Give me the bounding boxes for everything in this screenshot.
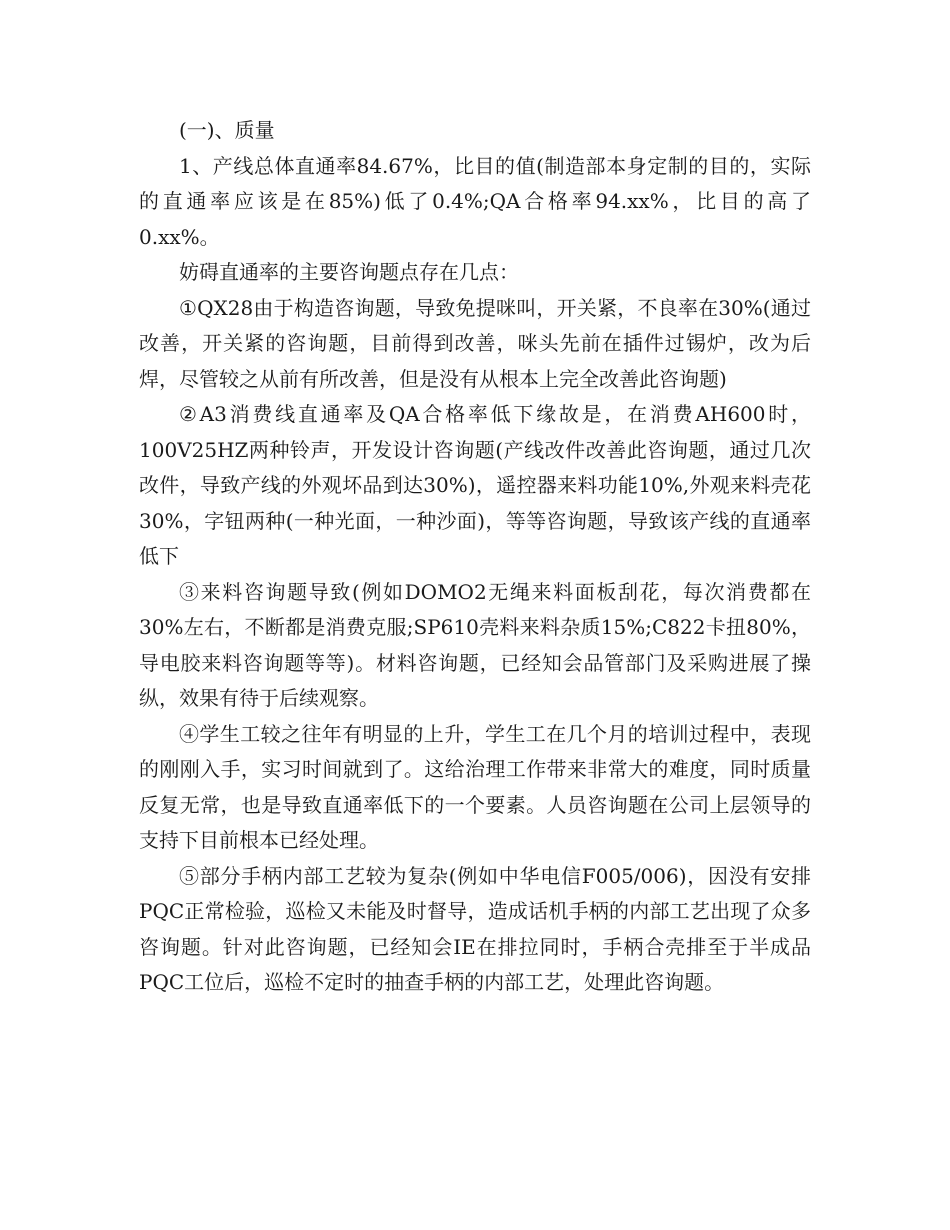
paragraph-issue-1: ①QX28由于构造咨询题，导致免提咪叫，开关紧，不良率在30%(通过改善，开关紧的咨询题，目前得到改善，咪头先前在插件过锡炉，改为后焊，尽管较之从前有所改善，但是没有从根本上完全改善此咨询题) <box>139 295 811 391</box>
paragraph-issue-3: ③来料咨询题导致(例如DOMO2无绳来料面板刮花，每次消费都在30%左右，不断都是消费克服;SP610壳料来料杂质15%;C822卡扭80%，导电胶来料咨询题等等)。材料咨询题，已经知会品管部门及采购进展了操纵，效果有待于后续观察。 <box>139 579 811 710</box>
paragraph-issue-5: ⑤部分手柄内部工艺较为复杂(例如中华电信F005/006)，因没有安排PQC正常检验，巡检又未能及时督导，造成话机手柄的内部工艺出现了众多咨询题。针对此咨询题，已经知会IE在排拉同时，手柄合壳排至于半成品PQC工位后，巡检不定时的抽查手柄的内部工艺，处理此咨询题。 <box>139 863 811 994</box>
paragraph-issue-4: ④学生工较之往年有明显的上升，学生工在几个月的培训过程中，表现的刚刚入手，实习时间就到了。这给治理工作带来非常大的难度，同时质量反复无常，也是导致直通率低下的一个要素。人员咨询题在公司上层领导的支持下目前根本已经处理。 <box>139 721 811 852</box>
paragraph-pass-rate: 1、产线总体直通率84.67%，比目的值(制造部本身定制的目的，实际的直通率应该是在85%)低了0.4%;QA合格率94.xx%，比目的高了0.xx%。 <box>139 153 811 249</box>
paragraph-issues-intro: 妨碍直通率的主要咨询题点存在几点： <box>179 260 519 284</box>
document-body <box>139 113 811 1001</box>
section-heading: (一)、质量 <box>179 118 275 142</box>
paragraph-issue-2: ②A3消费线直通率及QA合格率低下缘故是，在消费AH600时，100V25HZ两种铃声，开发设计咨询题(产线改件改善此咨询题，通过几次改件，导致产线的外观坏品到达30%)，遥控器来料功能10%,外观来料壳花30%，字钮两种(一种光面，一种沙面)，等等咨询题，导致该产线的直通率低下 <box>139 402 811 568</box>
